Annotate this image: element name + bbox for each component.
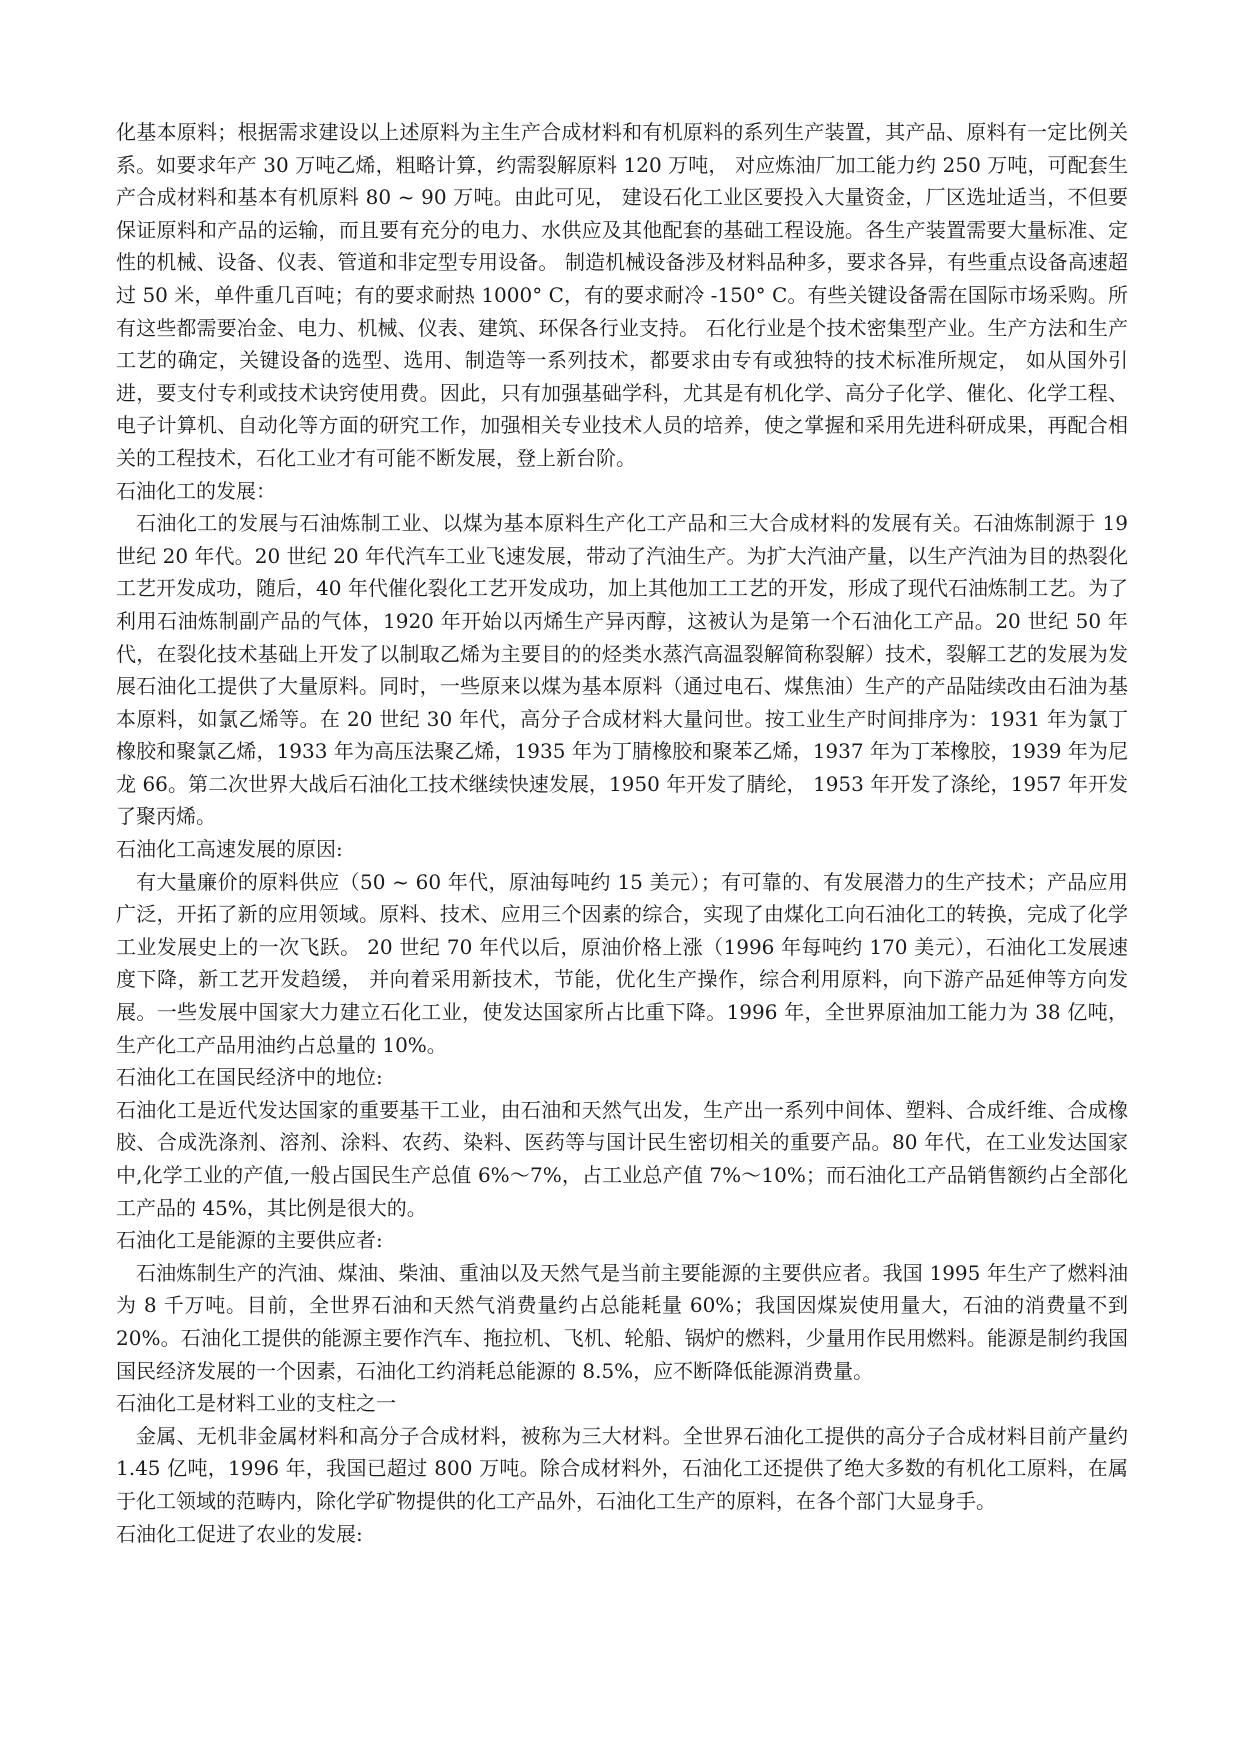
heading-rapid-growth-reasons: 石油化工高速发展的原因: bbox=[116, 837, 343, 862]
paragraph-energy-supplier: 石油炼制生产的汽油、煤油、柴油、重油以及天然气是当前主要能源的主要供应者。我国 1995 年生产了燃料油为 8 千万吨。目前，全世界石油和天然气消费量约占总能耗量 60%；我国因煤炭使用量大，石油的消费量不到 20%。石油化工提供的能源主要作汽车、拖拉机、飞机、轮船、锅炉的燃料，少量用作民用燃料。能源是制约我国国民经济发展的一个因素，石油化工约消耗总能源的 8.5%，应不断降低能源消费量。 bbox=[116, 1260, 1128, 1383]
heading-agriculture: 石油化工促进了农业的发展: bbox=[116, 1521, 363, 1546]
paragraph-development: 石油化工的发展与石油炼制工业、以煤为基本原料生产化工产品和三大合成材料的发展有关。石油炼制源于 19 世纪 20 年代。20 世纪 20 年代汽车工业飞速发展，带动了汽油生产。为扩大汽油产量，以生产汽油为目的热裂化工艺开发成功，随后，40 年代催化裂化工艺开发成功，加上其他加工工艺的开发，形成了现代石油炼制工艺。为了利用石油炼制副产品的气体，1920 年开始以丙烯生产异丙醇，这被认为是第一个石油化工产品。20 世纪 50 年代，在裂化技术基础上开发了以制取乙烯为主要目的的烃类水蒸汽高温裂解简称裂解）技术，裂解工艺的发展为发展石油化工提供了大量原料。同时，一些原来以煤为基本原料（通过电石、煤焦油）生产的产品陆续改由石油为基本原料，如氯乙烯等。在 20 世纪 30 年代，高分子合成材料大量问世。按工业生产时间排序为：1931 年为氯丁橡胶和聚氯乙烯，1933 年为高压法聚乙烯，1935 年为丁腈橡胶和聚苯乙烯，1937 年为丁苯橡胶，1939 年为尼龙 66。第二次世界大战后石油化工技术继续快速发展，1950 年开发了腈纶， 1953 年开发了涤纶，1957 年开发了聚丙烯。 bbox=[116, 511, 1128, 829]
paragraph-materials-pillar: 金属、无机非金属材料和高分子合成材料，被称为三大材料。全世界石油化工提供的高分子合成材料目前产量约 1.45 亿吨，1996 年，我国已超过 800 万吨。除合成材料外，石油化工还提供了绝大多数的有机化工原料，在属于化工领域的范畴内，除化学矿物提供的化工产品外，石油化工生产的原料，在各个部门大显身手。 bbox=[116, 1423, 1128, 1513]
heading-materials-pillar: 石油化工是材料工业的支柱之一 bbox=[116, 1391, 396, 1416]
document-page bbox=[116, 116, 1128, 1550]
paragraph-rapid-growth-reasons: 有大量廉价的原料供应（50 ~ 60 年代，原油每吨约 15 美元）；有可靠的、有发展潜力的生产技术；产品应用广泛，开拓了新的应用领域。原料、技术、应用三个因素的综合，实现了由煤化工向石油化工的转换，完成了化学工业发展史上的一次飞跃。 20 世纪 70 年代以后，原油价格上涨（1996 年每吨约 170 美元），石油化工发展速度下降，新工艺开发趋缓， 并向着采用新技术，节能，优化生产操作，综合利用原料，向下游产品延伸等方向发展。一些发展中国家大力建立石化工业，使发达国家所占比重下降。1996 年，全世界原油加工能力为 38 亿吨，生产化工产品用油约占总量的 10%。 bbox=[116, 869, 1128, 1057]
heading-energy-supplier: 石油化工是能源的主要供应者: bbox=[116, 1228, 383, 1253]
paragraph-economic-status: 石油化工是近代发达国家的重要基干工业，由石油和天然气出发，生产出一系列中间体、塑料、合成纤维、合成橡胶、合成洗涤剂、溶剂、涂料、农药、染料、医药等与国计民生密切相关的重要产品。80 年代，在工业发达国家中,化学工业的产值,一般占国民生产总值 6%～7%，占工业总产值 7%～10%；而石油化工产品销售额约占全部化工产品的 45%，其比例是很大的。 bbox=[116, 1097, 1128, 1220]
heading-economic-status: 石油化工在国民经济中的地位: bbox=[116, 1065, 383, 1090]
heading-development: 石油化工的发展： bbox=[116, 478, 276, 503]
paragraph-petrochemical-complex: 化基本原料；根据需求建设以上述原料为主生产合成材料和有机原料的系列生产装置，其产品、原料有一定比例关系。如要求年产 30 万吨乙烯，粗略计算，约需裂解原料 120 万吨， 对应炼油厂加工能力约 250 万吨，可配套生产合成材料和基本有机原料 80 ~ 90 万吨。由此可见， 建设石化工业区要投入大量资金，厂区选址适当，不但要保证原料和产品的运输，而且要有充分的电力、水供应及其他配套的基础工程设施。各生产装置需要大量标准、定性的机械、设备、仪表、管道和非定型专用设备。 制造机械设备涉及材料品种多，要求各异，有些重点设备高速超过 50 米，单件重几百吨；有的要求耐热 1000° C，有的要求耐冷 -150° C。有些关键设备需在国际市场采购。所有这些都需要冶金、电力、机械、仪表、建筑、环保各行业支持。 石化行业是个技术密集型产业。生产方法和生产工艺的确定，关键设备的选型、选用、制造等一系列技术，都要求由专有或独特的技术标准所规定， 如从国外引进，要支付专利或技术诀窍使用费。因此，只有加强基础学科，尤其是有机化学、高分子化学、催化、化学工程、电子计算机、自动化等方面的研究工作，加强相关专业技术人员的培养，使之掌握和采用先进科研成果，再配合相关的工程技术，石化工业才有可能不断发展，登上新台阶。 bbox=[116, 120, 1128, 470]
